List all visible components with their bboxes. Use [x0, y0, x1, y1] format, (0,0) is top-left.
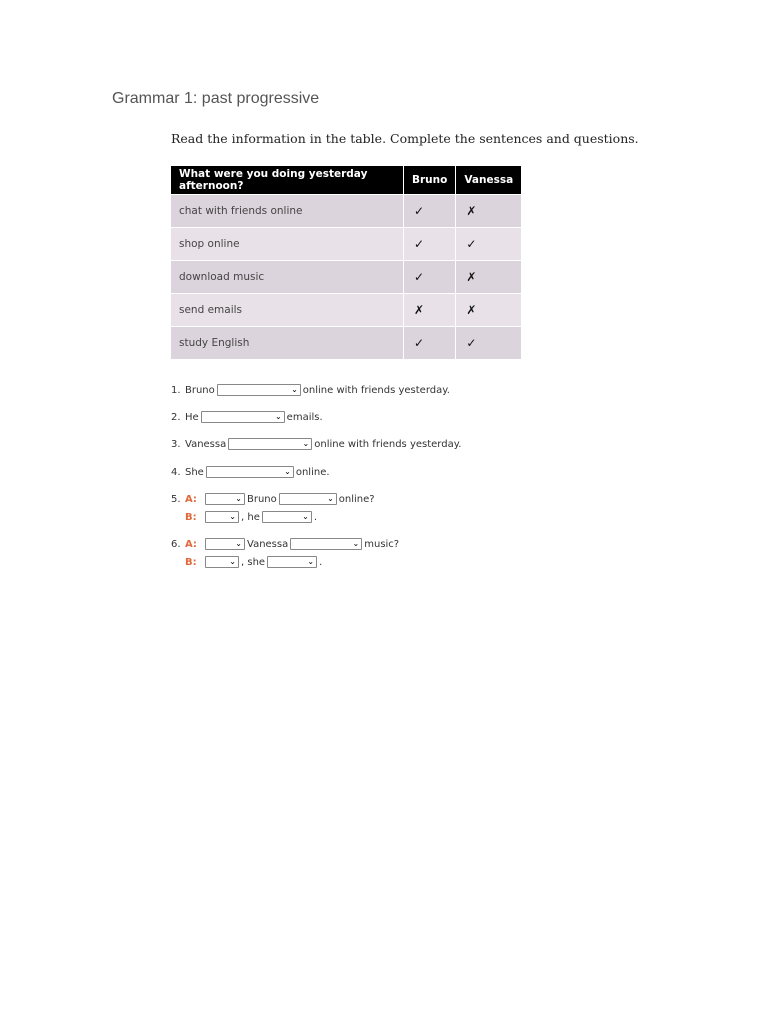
exercise-number: 1. — [171, 384, 181, 396]
chevron-down-icon: ⌄ — [229, 512, 236, 521]
answer-end-text: . — [319, 556, 323, 568]
chevron-down-icon: ⌄ — [235, 539, 242, 548]
subject-text: Bruno — [247, 493, 277, 505]
header-vanessa: Vanessa — [456, 166, 521, 195]
sentence-end-text: emails. — [286, 411, 323, 423]
answer-dropdown[interactable] — [205, 538, 245, 550]
answer-dropdown[interactable] — [279, 493, 337, 505]
exercise-number: 5. — [171, 493, 181, 505]
exercise-1 — [171, 384, 450, 396]
cross-icon: ✗ — [456, 294, 521, 327]
sentence-end-text: online with friends yesterday. — [314, 438, 462, 450]
answer-dropdown[interactable] — [267, 556, 317, 568]
answer-dropdown[interactable] — [206, 466, 294, 478]
check-icon: ✓ — [404, 195, 456, 228]
table-row — [171, 195, 521, 228]
chevron-down-icon: ⌄ — [302, 512, 309, 521]
exercise-5-answer — [171, 511, 317, 523]
speaker-b-label: B: — [185, 556, 197, 568]
sentence-end-text: online with friends yesterday. — [302, 384, 450, 396]
chevron-down-icon: ⌄ — [307, 557, 315, 566]
table-row — [171, 294, 521, 327]
answer-dropdown[interactable] — [205, 511, 239, 523]
answer-subject-text: , she — [241, 556, 266, 568]
exercise-6-question — [171, 538, 399, 550]
check-icon: ✓ — [456, 228, 521, 261]
header-bruno: Bruno — [404, 166, 456, 195]
chevron-down-icon: ⌄ — [302, 439, 310, 448]
check-icon: ✓ — [456, 327, 521, 360]
answer-dropdown[interactable] — [228, 438, 312, 450]
page-title: Grammar 1: past progressive — [112, 90, 320, 107]
check-icon: ✓ — [404, 261, 456, 294]
answer-end-text: . — [313, 511, 318, 523]
cross-icon: ✗ — [456, 195, 521, 228]
activity-cell: download music — [171, 261, 404, 294]
answer-dropdown[interactable] — [205, 493, 245, 505]
check-icon: ✓ — [404, 228, 456, 261]
subject-text: Vanessa — [247, 538, 289, 550]
subject-text: Vanessa — [185, 438, 227, 450]
exercise-number: 2. — [171, 411, 181, 423]
chevron-down-icon: ⌄ — [235, 494, 242, 503]
activity-cell: chat with friends online — [171, 195, 404, 228]
table-row — [171, 327, 521, 360]
answer-dropdown[interactable] — [201, 411, 285, 423]
exercise-4 — [171, 466, 330, 478]
subject-text: He — [185, 411, 199, 423]
exercise-number: 3. — [171, 438, 181, 450]
exercise-5-question — [171, 493, 375, 505]
sentence-end-text: online. — [295, 466, 330, 478]
exercise-number: 6. — [171, 538, 181, 550]
activity-cell: shop online — [171, 228, 404, 261]
answer-dropdown[interactable] — [217, 384, 301, 396]
answer-dropdown[interactable] — [262, 511, 312, 523]
answer-subject-text: , he — [241, 511, 260, 523]
activity-table — [171, 166, 521, 359]
exercise-number: 4. — [171, 466, 181, 478]
answer-dropdown[interactable] — [290, 538, 362, 550]
chevron-down-icon: ⌄ — [291, 385, 298, 394]
chevron-down-icon: ⌄ — [274, 412, 282, 421]
cross-icon: ✗ — [456, 261, 521, 294]
speaker-a-label: A: — [185, 493, 197, 505]
subject-text: Bruno — [185, 384, 215, 396]
check-icon: ✓ — [404, 327, 456, 360]
exercise-3 — [171, 438, 461, 450]
table-row — [171, 228, 521, 261]
sentence-end-text: music? — [364, 538, 400, 550]
sentence-end-text: online? — [338, 493, 375, 505]
speaker-b-label: B: — [185, 511, 197, 523]
instruction-text: Read the information in the table. Complete the sentences and questions. — [171, 131, 639, 146]
header-activity: What were you doing yesterday afternoon? — [171, 166, 404, 195]
table-row — [171, 261, 521, 294]
cross-icon: ✗ — [404, 294, 456, 327]
chevron-down-icon: ⌄ — [284, 467, 291, 476]
exercise-2 — [171, 411, 323, 423]
answer-dropdown[interactable] — [205, 556, 239, 568]
exercise-6-answer — [171, 556, 322, 568]
chevron-down-icon: ⌄ — [352, 539, 360, 548]
chevron-down-icon: ⌄ — [327, 494, 334, 503]
chevron-down-icon: ⌄ — [229, 557, 236, 566]
speaker-a-label: A: — [185, 538, 197, 550]
subject-text: She — [185, 466, 204, 478]
table-header-row — [171, 166, 521, 195]
activity-cell: study English — [171, 327, 404, 360]
activity-cell: send emails — [171, 294, 404, 327]
